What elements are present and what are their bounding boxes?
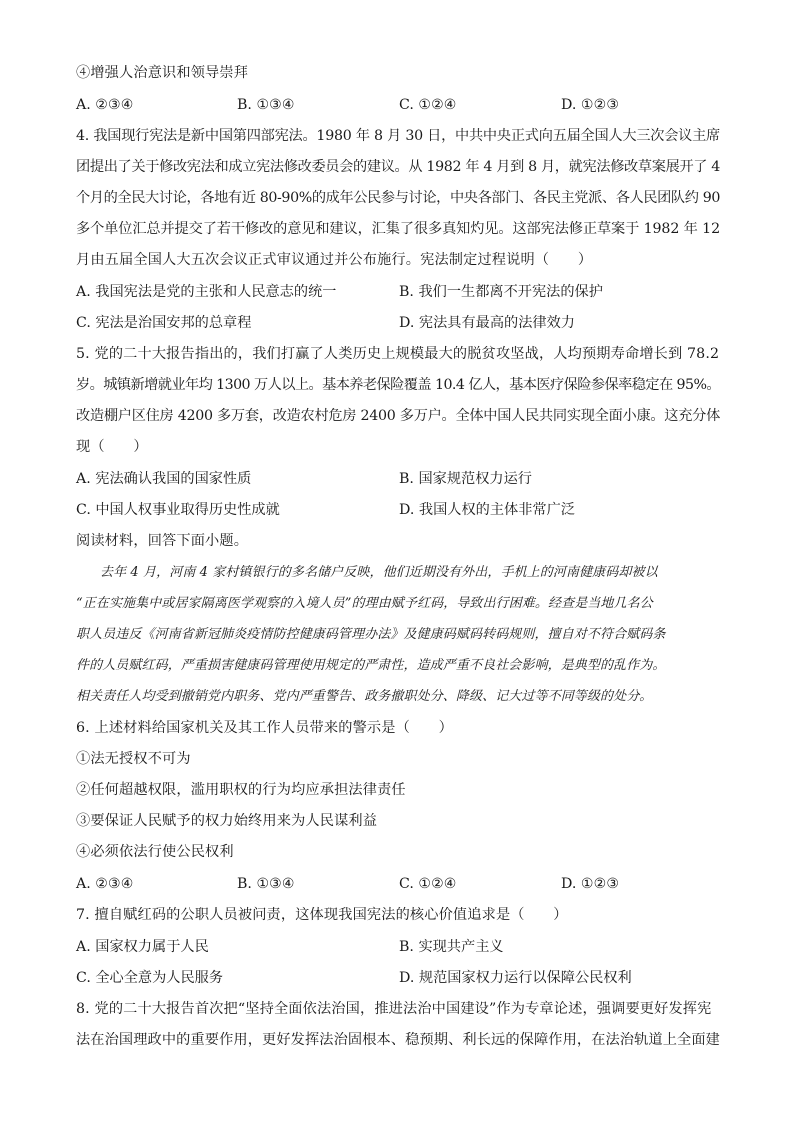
q4-stem-line: 4. 我国现行宪法是新中国第四部宪法。1980 年 8 月 30 日，中共中央正式向五届全国人大三次会议主席 [76, 128, 720, 144]
q5-stem-line: 现（ ） [76, 439, 148, 455]
material-line: 去年 4 月，河南 4 家村镇银行的多名储户反映，他们近期没有外出，手机上的河南健康码却被以 [100, 565, 658, 580]
q4-stem-line: 个月的全民大讨论，各地有近 80-90%的成年公民参与讨论，中央各部门、各民主党派、各人民团队约 90 [76, 190, 720, 206]
material-line: 相关责任人均受到撤销党内职务、党内严重警告、政务撤职处分、降级、记大过等不同等级的处分。 [76, 689, 653, 704]
q5-stem-line: 改造棚户区住房 4200 多万套，改造农村危房 2400 多万户。全体中国人民共同实现全面小康。这充分体 [76, 408, 720, 424]
q5-stem-line: 岁。城镇新增就业年均 1300 万人以上。基本养老保险覆盖 10.4 亿人，基本医疗保险参保率稳定在 95%。 [76, 377, 721, 393]
q5-option-d[interactable]: D. 我国人权的主体非常广泛 [399, 502, 575, 518]
q7-option-b[interactable]: B. 实现共产主义 [399, 939, 504, 955]
q4-option-b[interactable]: B. 我们一生都离不开宪法的保护 [399, 284, 603, 300]
q6-option-c[interactable]: C. ①②④ [399, 876, 457, 892]
material-line: 职人员违反《河南省新冠肺炎疫情防控健康码管理办法》及健康码赋码转码规则，擅自对不符合赋码条 [76, 627, 666, 642]
q8-stem-line: 法在治国理政中的重要作用，更好发挥法治固根本、稳预期、利长远的保障作用，在法治轨道上全面建 [76, 1032, 720, 1048]
material-line: “正在实施集中或居家隔离医学观察的入境人员”的理由赋予红码，导致出行困难。经查是当地几名公 [76, 596, 653, 611]
q6-item-2: ②任何超越权限，滥用职权的行为均应承担法律责任 [76, 782, 406, 798]
reading-prompt: 阅读材料，回答下面小题。 [76, 533, 249, 549]
q3-option-d[interactable]: D. ①②③ [561, 97, 620, 113]
q7-option-a[interactable]: A. 国家权力属于人民 [76, 939, 209, 955]
q6-item-3: ③要保证人民赋予的权力始终用来为人民谋利益 [76, 813, 378, 829]
q5-option-a[interactable]: A. 宪法确认我国的国家性质 [76, 471, 252, 487]
q5-stem-line: 5. 党的二十大报告指出的，我们打赢了人类历史上规模最大的脱贫攻坚战，人均预期寿命增长到 78.2 [76, 346, 720, 362]
q4-option-d[interactable]: D. 宪法具有最高的法律效力 [399, 315, 575, 331]
q3-option-b[interactable]: B. ①③④ [237, 97, 295, 113]
q8-stem-line: 8. 党的二十大报告首次把“坚持全面依法治国，推进法治中国建设”作为专章论述，强调要更好发挥宪 [76, 1001, 712, 1017]
q4-option-a[interactable]: A. 我国宪法是党的主张和人民意志的统一 [76, 284, 337, 300]
q7-option-d[interactable]: D. 规范国家权力运行以保障公民权利 [399, 970, 632, 986]
q6-option-d[interactable]: D. ①②③ [561, 876, 620, 892]
q7-stem: 7. 擅自赋红码的公职人员被问责，这体现我国宪法的核心价值追求是（ ） [76, 907, 568, 923]
q6-option-b[interactable]: B. ①③④ [237, 876, 295, 892]
q4-stem-line: 多个单位汇总并提交了若干修改的意见和建议，汇集了很多真知灼见。这部宪法修正草案于 1982 年 12 [76, 221, 720, 237]
q6-stem: 6. 上述材料给国家机关及其工作人员带来的警示是（ ） [76, 720, 453, 736]
q6-item-1: ①法无授权不可为 [76, 751, 191, 767]
q3-option-c[interactable]: C. ①②④ [399, 97, 457, 113]
q3-option-a[interactable]: A. ②③④ [76, 97, 134, 113]
q5-option-b[interactable]: B. 国家规范权力运行 [399, 471, 532, 487]
material-line: 件的人员赋红码，严重损害健康码管理使用规定的严肃性，造成严重不良社会影响，是典型的乱作为。 [76, 658, 666, 673]
q6-option-a[interactable]: A. ②③④ [76, 876, 134, 892]
q5-option-c[interactable]: C. 中国人权事业取得历史性成就 [76, 502, 280, 518]
q6-item-4: ④必须依法行使公民权利 [76, 844, 234, 860]
q3-item-4: ④增强人治意识和领导崇拜 [76, 65, 249, 81]
q4-option-c[interactable]: C. 宪法是治国安邦的总章程 [76, 315, 252, 331]
q4-stem-line: 团提出了关于修改宪法和成立宪法修改委员会的建议。从 1982 年 4 月到 8 月，就宪法修改草案展开了 4 [76, 159, 720, 175]
q4-stem-line: 月由五届全国人大五次会议正式审议通过并公布施行。宪法制定过程说明（ ） [76, 252, 593, 268]
q7-option-c[interactable]: C. 全心全意为人民服务 [76, 970, 224, 986]
